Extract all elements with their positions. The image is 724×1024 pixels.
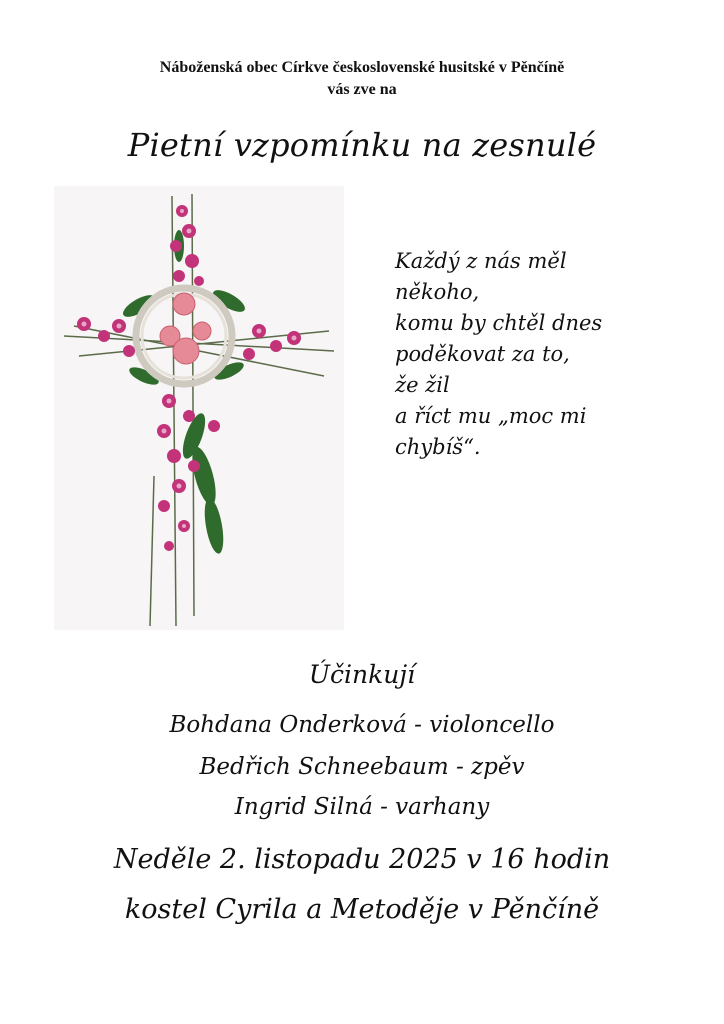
poem-line: a říct mu „moc mi	[395, 404, 587, 428]
event-place: kostel Cyrila a Metoděje v Pěnčíně	[124, 894, 600, 925]
poem-line: komu by chtěl dnes	[395, 311, 603, 335]
invitation-line: vás zve na	[327, 81, 397, 98]
floral-cross-image	[54, 186, 344, 630]
poem-line: poděkovat za to,	[395, 342, 570, 366]
performer-line: Ingrid Silná - varhany	[234, 794, 490, 820]
performers-heading: Účinkují	[308, 660, 416, 689]
performer-line: Bedřich Schneebaum - zpěv	[199, 754, 525, 780]
poem-line: chybíš“.	[395, 435, 481, 459]
poem-line: Každý z nás měl	[395, 249, 567, 273]
poem-line: že žil	[395, 373, 450, 397]
poem-line: někoho,	[395, 280, 480, 304]
stems	[64, 194, 334, 626]
page-title: Pietní vzpomínku na zesnulé	[127, 126, 597, 164]
poem	[395, 246, 695, 463]
floral-cross-illustration	[54, 186, 344, 630]
organizer-line: Náboženská obec Církve československé husitské v Pěnčíně	[159, 59, 565, 76]
roses	[160, 293, 211, 364]
performer-line: Bohdana Onderková - violoncello	[169, 712, 555, 738]
event-date-time: Neděle 2. listopadu 2025 v 16 hodin	[113, 844, 611, 875]
